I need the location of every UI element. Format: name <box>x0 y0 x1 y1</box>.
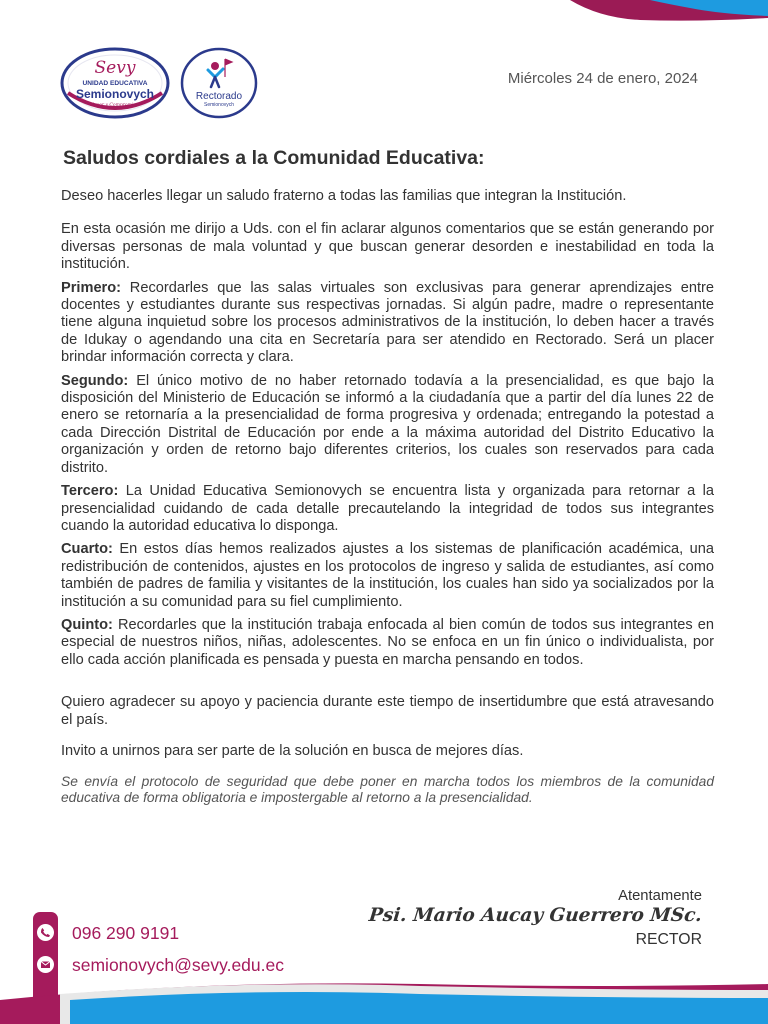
invite-paragraph: Invito a unirnos para ser parte de la solución en busca de mejores días. <box>61 742 524 759</box>
point-text: Recordarles que las salas virtuales son exclusivas para generar aprendizajes entre docentes y estudiantes durante sus respectivas jornadas. Si algún padre, madre o representante tiene alguna inquietud sobre los procesos administrativos de la institución, lo deben hacer a través de Idukay o agendando una cita en Secretaría para ser atendido en Rectorado. Será un placer brindar información correcta y clara. <box>61 279 714 366</box>
protocol-note: Se envía el protocolo de seguridad que debe poner en marcha todos los miembros de la comunidad educativa de forma obligatoria e impostergable al retorno a la presencialidad. <box>61 774 714 806</box>
top-decoration <box>0 0 768 40</box>
point-tercero <box>61 483 714 535</box>
school-logo <box>60 43 170 121</box>
point-label: Tercero: <box>61 483 119 500</box>
point-primero <box>61 280 714 367</box>
rectorado-title: Rectorado <box>195 91 243 102</box>
point-segundo <box>61 373 714 477</box>
logo-line2: Semionovych <box>75 87 155 101</box>
contact-phone: 096 290 9191 <box>72 923 180 943</box>
logo-tagline: Amor y Compromiso <box>91 103 139 108</box>
letter-date: Miércoles 24 de enero, 2024 <box>507 70 698 87</box>
letter-body <box>61 188 714 806</box>
closing-text: Atentamente <box>618 888 702 904</box>
point-cuarto <box>61 541 714 611</box>
point-label: Cuarto: <box>61 541 113 558</box>
point-text: El único motivo de no haber retornado todavía a la presencialidad, es que bajo la disposición del Ministerio de Educación se informó a la ciudadanía que a partir del día lunes 22 de enero se retornaría a la presencialidad de forma progresiva y ordenada; entregando la potestad a cada Dirección Distrital de Educación por ende a la máxima autoridad del Distrito Educativo la organización y orden de retorno bajo diferentes criterios, los cuales son reservados para cada distrito. <box>61 372 714 476</box>
rectorado-subtitle: Semionovych <box>203 102 235 108</box>
point-text: La Unidad Educativa Semionovych se encuentra lista y organizada para retornar a la presencialidad cuidando de cada detalle precautelando la integridad de todos sus integrantes cuando la autoridad educativa lo disponga. <box>61 483 714 534</box>
intro-paragraph: Deseo hacerles llegar un saludo fraterno a todas las familias que integran la Institución. <box>61 188 627 204</box>
signature-name: Psi. Mario Aucay Guerrero MSc. <box>368 905 704 926</box>
point-label: Primero: <box>61 279 122 296</box>
rectorado-logo <box>180 47 258 119</box>
point-label: Segundo: <box>61 372 129 389</box>
point-quinto <box>61 617 714 669</box>
logo-line1: UNIDAD EDUCATIVA <box>82 80 148 87</box>
signature-role: RECTOR <box>635 931 702 948</box>
point-label: Quinto: <box>61 616 113 633</box>
contact-email: semionovych@sevy.edu.ec <box>72 955 284 975</box>
phone-icon <box>37 924 54 941</box>
point-text: Recordarles que la institución trabaja enfocada al bien común de todos sus integrantes en especial de nuestros niños, niñas, adolescentes. No se enfoca en un fin único o individualista, por ello cada acción planificada es pensada y puesta en marcha pensando en todos. <box>61 616 714 668</box>
point-text: En estos días hemos realizados ajustes a los sistemas de planificación académica, una redistribución de contenidos, ajustes en los protocolos de ingreso y salida de estudiantes, así como también de padres de familia y visitantes de la institución, los cuales han sido ya socializados por la institución a su comunidad para su fiel cumplimiento. <box>61 541 714 610</box>
bottom-decoration <box>0 960 768 1024</box>
thanks-paragraph: Quiero agradecer su apoyo y paciencia durante este tiempo de insertidumbre que está atravesando el país. <box>61 694 714 728</box>
letter-greeting: Saludos cordiales a la Comunidad Educativa: <box>63 147 485 169</box>
logo-brand: Sevy <box>94 58 136 78</box>
context-paragraph: En esta ocasión me dirijo a Uds. con el fin aclarar algunos comentarios que se están generando por diversas personas de mala voluntad y que buscan generar desorden e inestabilidad en toda la institución. <box>61 221 714 273</box>
